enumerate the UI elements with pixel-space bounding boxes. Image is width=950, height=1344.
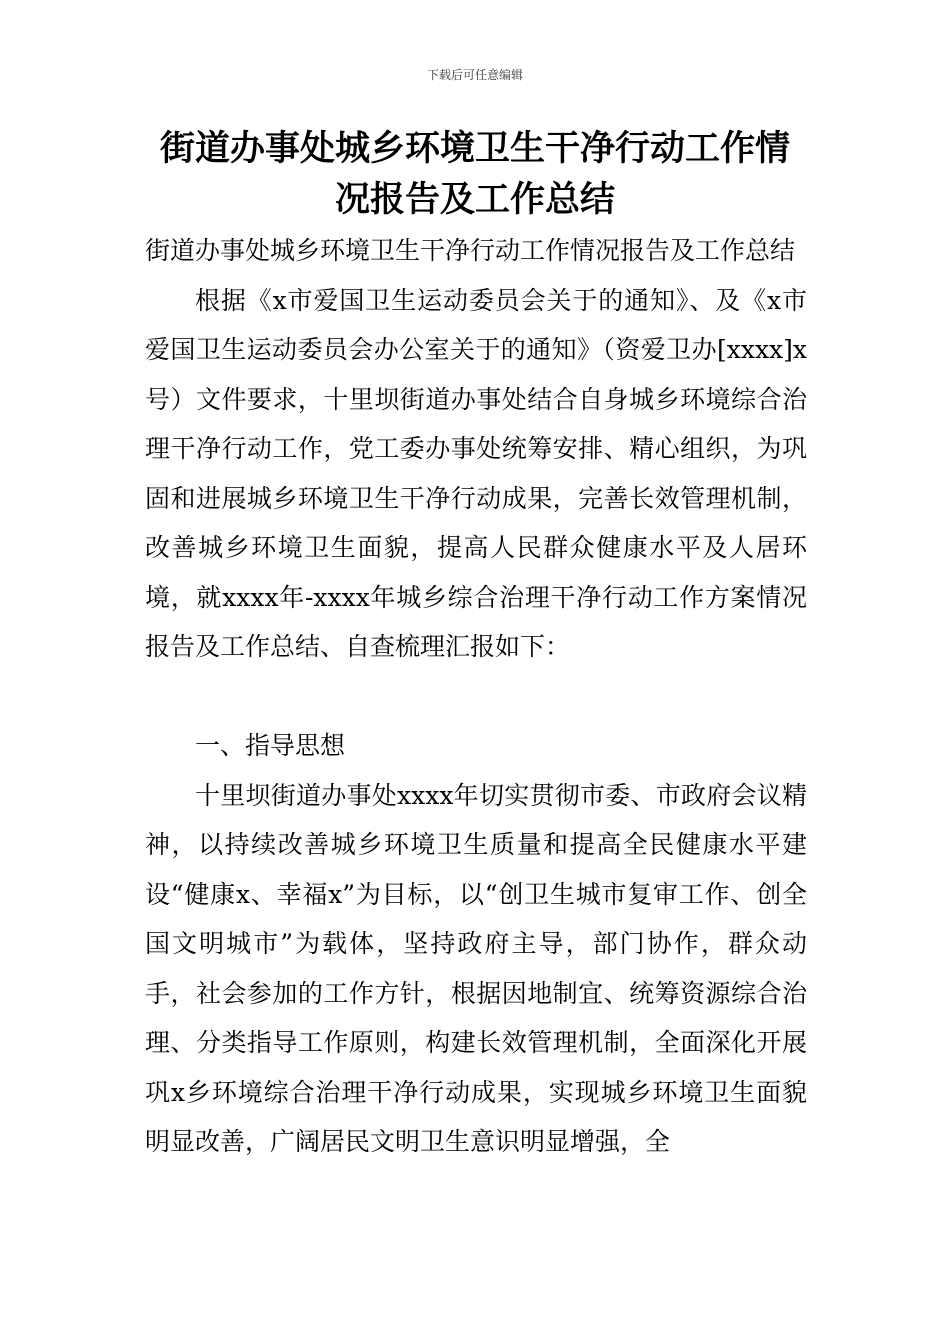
document-title: 街道办事处城乡环境卫生干净行动工作情况报告及工作总结: [159, 129, 790, 220]
document-body: [145, 226, 807, 1167]
section-heading: 一、指导思想: [195, 731, 346, 760]
section-body-paragraph: 十里坝街道办事处xxxx年切实贯彻市委、市政府会议精神，以持续改善城乡环境卫生质量和提高全民健康水平建设“健康x、幸福x”为目标，以“创卫生城市复审工作、创全国文明城市”为载体，坚持政府主导，部门协作，群众动手，社会参加的工作方针，根据因地制宜、统筹资源综合治理、分类指导工作原则，构建长效管理机制，全面深化开展巩x乡环境综合治理干净行动成果，实现城乡环境卫生面貌明显改善，广阔居民文明卫生意识明显增强，全: [145, 780, 807, 1156]
repeated-title-paragraph: 街道办事处城乡环境卫生干净行动工作情况报告及工作总结: [145, 236, 796, 265]
header-note: 下载后可任意编辑: [426, 68, 523, 82]
intro-paragraph: 根据《x市爱国卫生运动委员会关于的通知》、及《x市爱国卫生运动委员会办公室关于的通知》（资爱卫办[xxxx]x号）文件要求，十里坝街道办事处结合自身城乡环境综合治理干净行动工作，党工委办事处统筹安排、精心组织，为巩固和进展城乡环境卫生干净行动成果，完善长效管理机制，改善城乡环境卫生面貌，提高人民群众健康水平及人居环境，就xxxx年-xxxx年城乡综合治理干净行动工作方案情况报告及工作总结、自查梳理汇报如下：: [145, 285, 807, 661]
